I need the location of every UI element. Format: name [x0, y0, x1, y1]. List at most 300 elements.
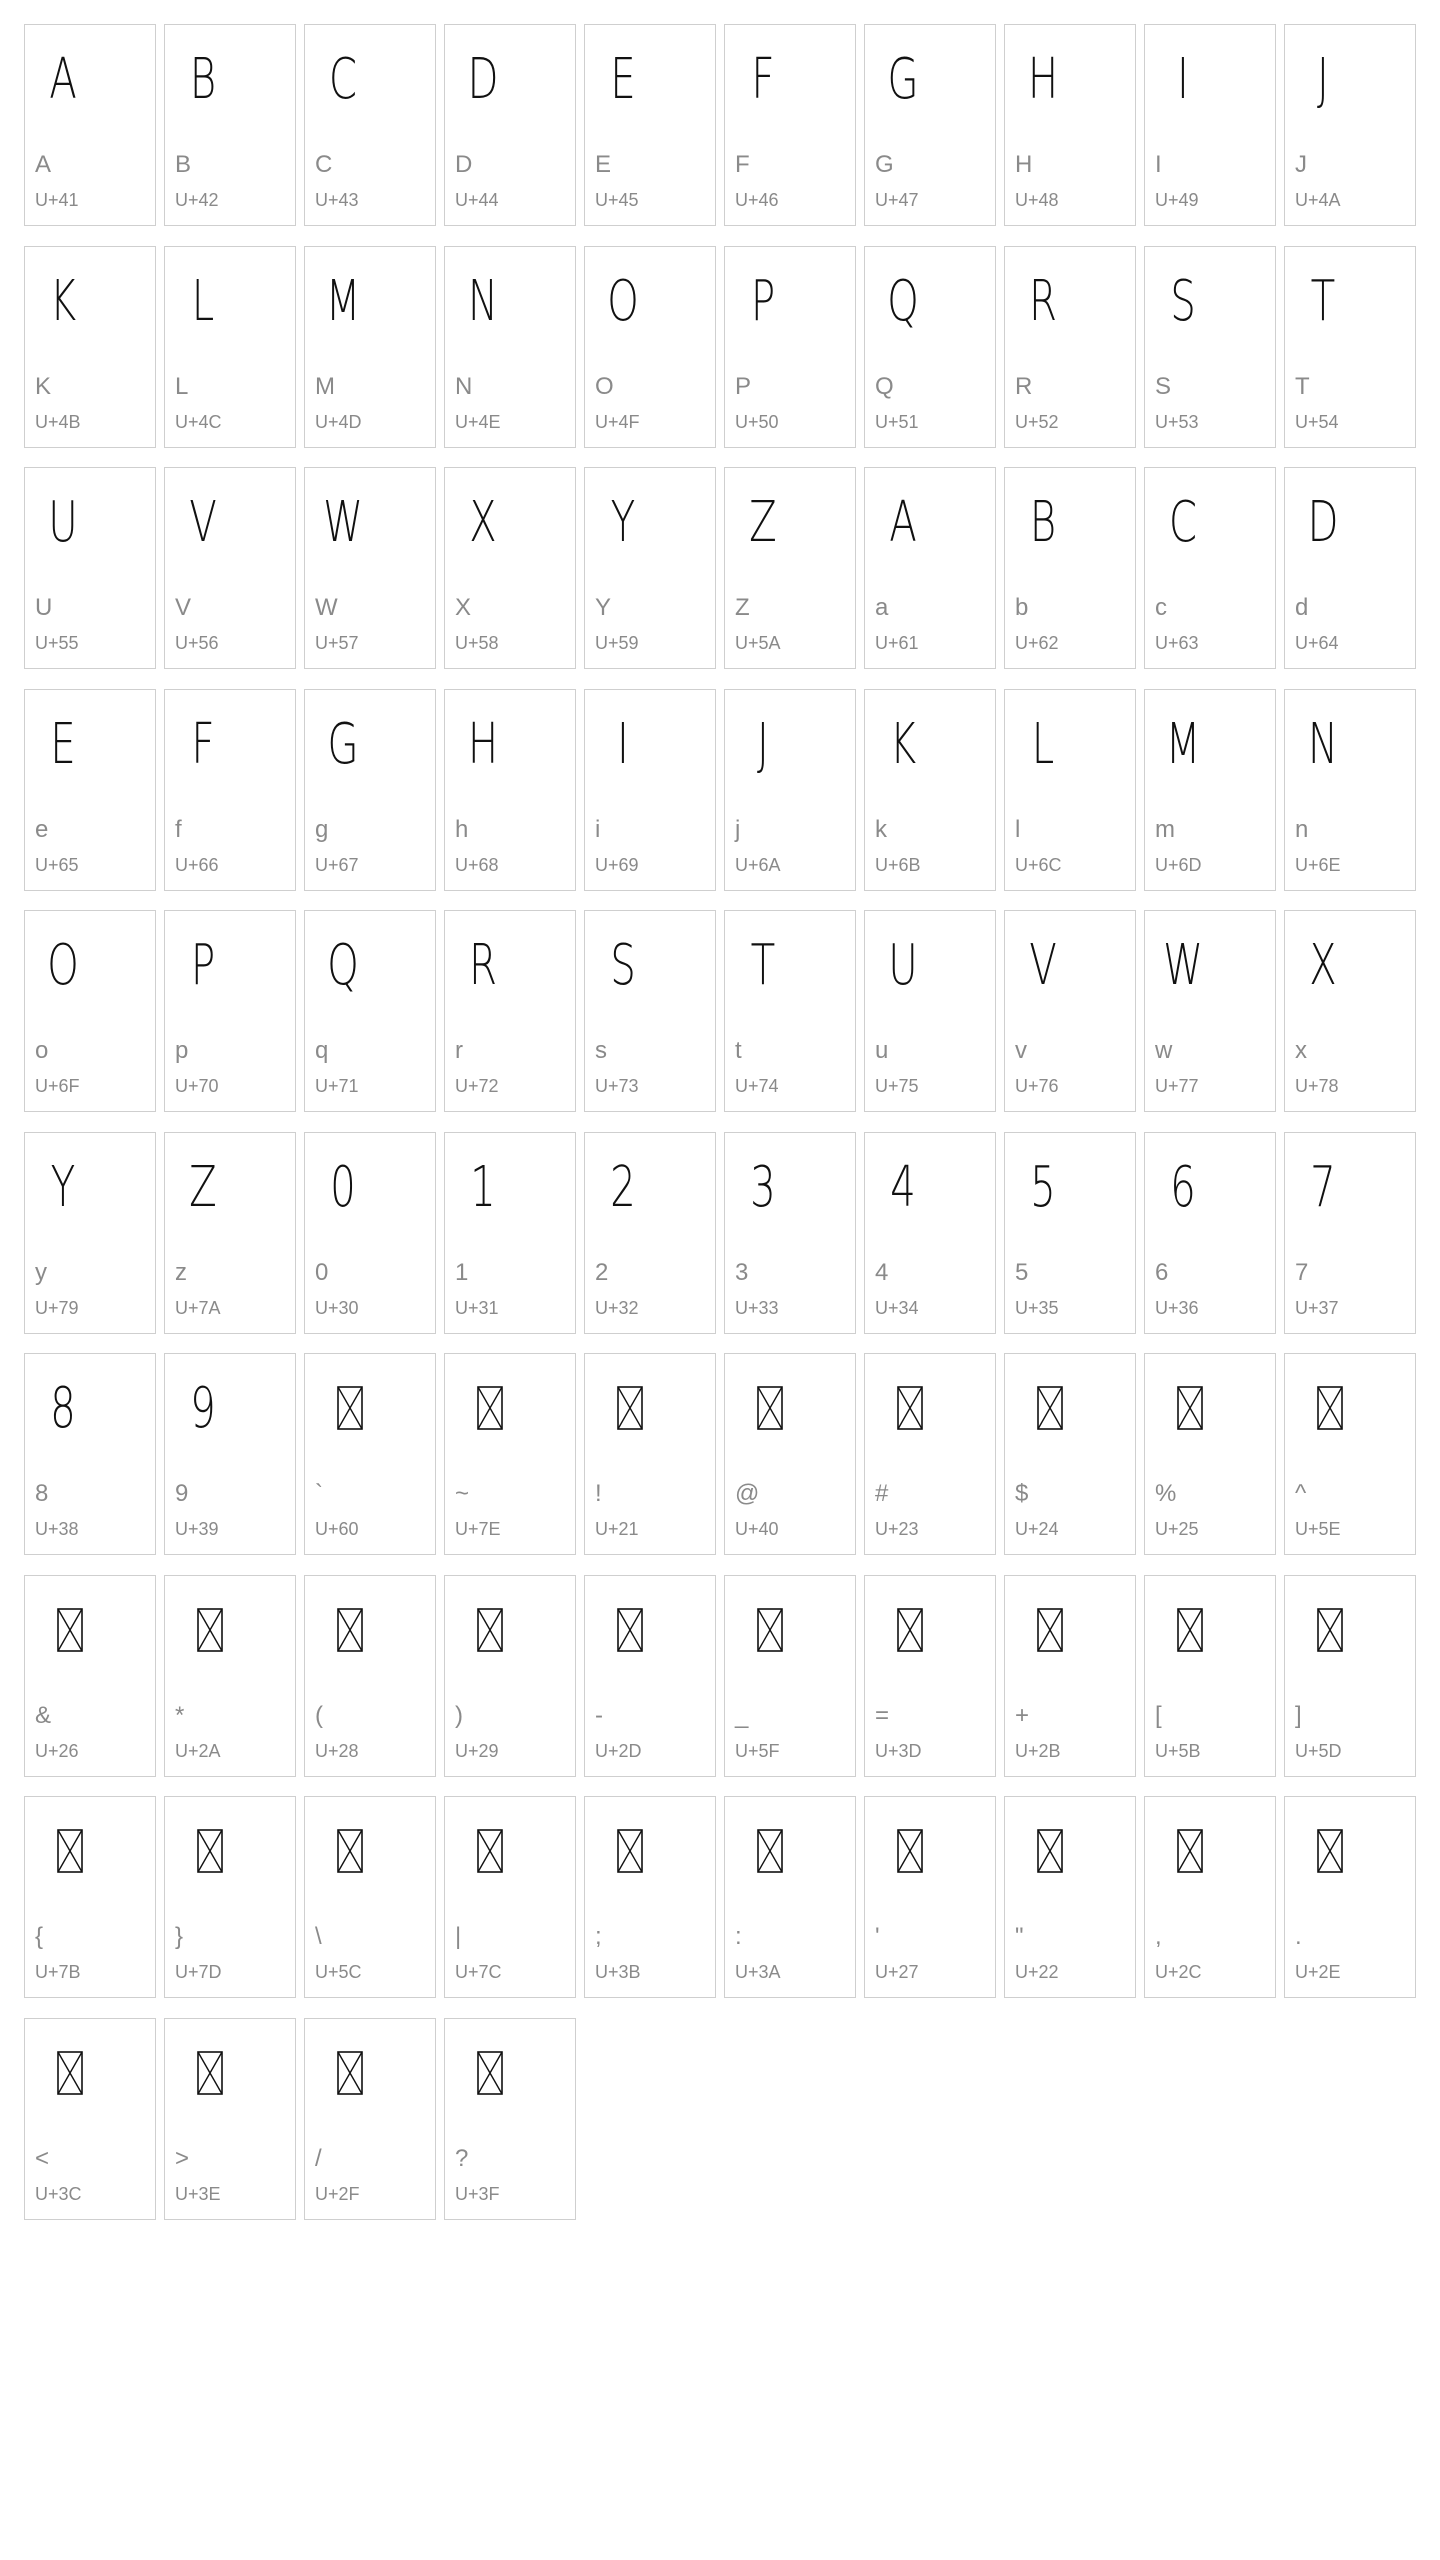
glyph-cell: [584, 1353, 716, 1555]
character-label: z: [175, 1258, 187, 1286]
glyph-preview: 5: [1030, 1154, 1056, 1220]
glyph-preview: T: [1310, 268, 1336, 334]
codepoint-label: U+2E: [1295, 1962, 1341, 1982]
glyph-preview: B: [1029, 490, 1057, 555]
missing-glyph-icon: [897, 1608, 923, 1652]
codepoint-label: U+44: [455, 190, 499, 210]
character-label: ,: [1155, 1923, 1162, 1950]
character-label: V: [175, 594, 192, 621]
glyph-cell: [584, 1132, 716, 1334]
glyph-cell: [444, 1353, 576, 1555]
codepoint-label: U+43: [315, 190, 359, 210]
character-label: I: [1155, 151, 1162, 178]
codepoint-label: U+61: [875, 633, 919, 653]
codepoint-label: U+2D: [595, 1740, 642, 1761]
codepoint-label: U+21: [595, 1519, 639, 1539]
glyph-cell: [1284, 1353, 1416, 1555]
missing-glyph-icon: [57, 1829, 83, 1873]
glyph-cell: [864, 1575, 996, 1777]
codepoint-label: U+39: [175, 1519, 219, 1539]
character-label: E: [595, 151, 612, 178]
codepoint-label: U+51: [875, 411, 919, 432]
character-label: W: [315, 594, 338, 621]
glyph-preview: O: [47, 933, 79, 998]
missing-glyph-icon: [897, 1386, 923, 1430]
codepoint-label: U+4D: [315, 411, 362, 432]
glyph-cell: [724, 910, 856, 1112]
missing-glyph-icon: [757, 1386, 783, 1430]
character-label: p: [175, 1037, 189, 1064]
character-label: O: [595, 372, 614, 400]
codepoint-label: U+23: [875, 1519, 919, 1539]
character-label: r: [455, 1037, 463, 1064]
character-label: %: [1155, 1480, 1177, 1507]
character-label: v: [1015, 1037, 1027, 1064]
glyph-preview: M: [325, 268, 361, 334]
glyph-cell: [304, 689, 436, 891]
glyph-preview: G: [327, 711, 359, 777]
glyph-preview: 4: [890, 1154, 916, 1220]
character-label: f: [175, 815, 182, 843]
character-label: ^: [1295, 1480, 1307, 1507]
codepoint-label: U+52: [1015, 411, 1059, 432]
character-label: {: [35, 1923, 44, 1950]
character-label: h: [455, 815, 469, 843]
character-label: u: [875, 1037, 889, 1064]
glyph-cell: [444, 2018, 576, 2220]
glyph-preview: 8: [50, 1376, 76, 1441]
glyph-cell: [1144, 246, 1276, 448]
missing-glyph-icon: [477, 1608, 503, 1652]
character-label: 4: [875, 1258, 889, 1286]
missing-glyph-icon: [1177, 1829, 1203, 1873]
glyph-preview: U: [48, 490, 78, 555]
character-label: i: [595, 815, 601, 843]
character-label: q: [315, 1037, 329, 1064]
glyph-preview: 6: [1170, 1154, 1196, 1220]
character-label: D: [455, 151, 473, 178]
glyph-preview: N: [467, 268, 499, 334]
glyph-cell: [304, 910, 436, 1112]
codepoint-label: U+3D: [875, 1740, 922, 1761]
glyph-cell: [304, 1353, 436, 1555]
glyph-preview: Z: [749, 490, 777, 555]
glyph-preview: D: [1307, 490, 1339, 555]
character-label: [: [1155, 1701, 1162, 1729]
glyph-cell: [24, 1353, 156, 1555]
glyph-cell: [1004, 1132, 1136, 1334]
missing-glyph-icon: [1037, 1608, 1063, 1652]
missing-glyph-icon: [337, 1386, 363, 1430]
codepoint-label: U+29: [455, 1740, 499, 1761]
glyph-cell: [584, 689, 716, 891]
glyph-preview: Y: [610, 490, 636, 555]
character-label: X: [455, 594, 472, 621]
character-label: A: [35, 151, 52, 178]
character-label: <: [35, 2144, 50, 2172]
codepoint-label: U+33: [735, 1297, 779, 1318]
character-label: -: [595, 1701, 603, 1729]
missing-glyph-icon: [1037, 1386, 1063, 1430]
character-label: T: [1295, 372, 1310, 400]
character-label: H: [1015, 151, 1033, 178]
character-label: +: [1015, 1701, 1030, 1729]
glyph-preview: B: [189, 47, 217, 112]
glyph-cell: [1144, 689, 1276, 891]
character-label: 6: [1155, 1258, 1169, 1286]
glyph-cell: [304, 246, 436, 448]
codepoint-label: U+55: [35, 633, 79, 653]
glyph-cell: [164, 2018, 296, 2220]
codepoint-label: U+3A: [735, 1962, 781, 1982]
codepoint-label: U+6E: [1295, 854, 1341, 875]
character-label: ": [1015, 1923, 1024, 1950]
glyph-preview: E: [50, 711, 76, 777]
character-label: 5: [1015, 1258, 1029, 1286]
codepoint-label: U+6D: [1155, 854, 1202, 875]
glyph-cell: [1004, 467, 1136, 669]
glyph-cell: [864, 689, 996, 891]
codepoint-label: U+62: [1015, 633, 1059, 653]
codepoint-label: U+2C: [1155, 1962, 1202, 1982]
character-label: :: [735, 1923, 742, 1950]
glyph-preview: Y: [50, 1154, 76, 1220]
glyph-preview: Z: [189, 1154, 217, 1220]
character-label: $: [1015, 1480, 1029, 1507]
codepoint-label: U+32: [595, 1297, 639, 1318]
missing-glyph-icon: [57, 1608, 83, 1652]
glyph-cell: [1004, 689, 1136, 891]
character-label: !: [595, 1480, 602, 1507]
glyph-preview: G: [887, 47, 919, 112]
glyph-preview: U: [888, 933, 918, 998]
glyph-cell: [164, 1132, 296, 1334]
glyph-preview: F: [751, 47, 775, 112]
codepoint-label: U+28: [315, 1740, 359, 1761]
character-label: n: [1295, 815, 1309, 843]
glyph-cell: [24, 689, 156, 891]
glyph-cell: [304, 1796, 436, 1998]
codepoint-label: U+77: [1155, 1076, 1199, 1096]
codepoint-label: U+3E: [175, 2183, 221, 2204]
glyph-cell: [724, 1132, 856, 1334]
glyph-cell: [584, 246, 716, 448]
missing-glyph-icon: [617, 1829, 643, 1873]
glyph-cell: [864, 1353, 996, 1555]
codepoint-label: U+6C: [1015, 854, 1062, 875]
missing-glyph-icon: [1317, 1608, 1343, 1652]
codepoint-label: U+75: [875, 1076, 919, 1096]
glyph-cell: [584, 910, 716, 1112]
glyph-preview: C: [328, 47, 358, 112]
glyph-preview: M: [1165, 711, 1201, 777]
codepoint-label: U+26: [35, 1740, 79, 1761]
glyph-preview: H: [1027, 47, 1059, 112]
glyph-cell: [304, 467, 436, 669]
glyph-cell: [1144, 910, 1276, 1112]
glyph-cell: [304, 2018, 436, 2220]
codepoint-label: U+37: [1295, 1297, 1339, 1318]
glyph-preview: 1: [470, 1154, 496, 1220]
character-label: `: [315, 1480, 323, 1507]
glyph-cell: [864, 1796, 996, 1998]
character-label: e: [35, 815, 49, 843]
character-label: &: [35, 1701, 52, 1729]
codepoint-label: U+7C: [455, 1962, 502, 1982]
character-label: =: [875, 1701, 890, 1729]
glyph-cell: [864, 24, 996, 226]
codepoint-label: U+59: [595, 633, 639, 653]
glyph-cell: [724, 467, 856, 669]
codepoint-label: U+5F: [735, 1740, 780, 1761]
codepoint-label: U+7A: [175, 1297, 221, 1318]
codepoint-label: U+73: [595, 1076, 639, 1096]
codepoint-label: U+2A: [175, 1740, 221, 1761]
character-label: t: [735, 1037, 742, 1064]
codepoint-label: U+30: [315, 1297, 359, 1318]
glyph-preview: S: [610, 933, 636, 998]
glyph-cell: [724, 689, 856, 891]
codepoint-label: U+2F: [315, 2183, 360, 2204]
glyph-cell: [444, 689, 576, 891]
codepoint-label: U+78: [1295, 1076, 1339, 1096]
character-label: 3: [735, 1258, 749, 1286]
missing-glyph-icon: [57, 2051, 83, 2095]
glyph-cell: [584, 24, 716, 226]
character-label: ': [875, 1923, 880, 1950]
missing-glyph-icon: [757, 1608, 783, 1652]
glyph-preview: D: [467, 47, 499, 112]
glyph-cell: [444, 1796, 576, 1998]
glyph-preview: X: [469, 490, 497, 555]
missing-glyph-icon: [337, 2051, 363, 2095]
codepoint-label: U+63: [1155, 633, 1199, 653]
character-label: \: [315, 1923, 322, 1950]
codepoint-label: U+68: [455, 854, 499, 875]
glyph-cell: [1144, 1575, 1276, 1777]
codepoint-label: U+31: [455, 1297, 499, 1318]
glyph-cell: [1284, 1132, 1416, 1334]
codepoint-label: U+5D: [1295, 1740, 1342, 1761]
codepoint-label: U+57: [315, 633, 359, 653]
character-label: *: [175, 1701, 185, 1729]
glyph-preview: P: [190, 933, 216, 998]
codepoint-label: U+69: [595, 854, 639, 875]
codepoint-label: U+67: [315, 854, 359, 875]
glyph-cell: [444, 24, 576, 226]
glyph-cell: [444, 467, 576, 669]
character-label: m: [1155, 815, 1175, 843]
character-label: Q: [875, 372, 894, 400]
glyph-preview: R: [468, 933, 498, 998]
glyph-cell: [164, 467, 296, 669]
character-label: @: [735, 1480, 760, 1507]
glyph-cell: [1004, 910, 1136, 1112]
glyph-cell: [1284, 910, 1416, 1112]
glyph-cell: [724, 1796, 856, 1998]
glyph-cell: [444, 246, 576, 448]
character-label: G: [875, 151, 894, 178]
glyph-cell: [724, 1575, 856, 1777]
glyph-cell: [24, 1132, 156, 1334]
glyph-cell: [164, 910, 296, 1112]
glyph-preview: V: [1029, 933, 1057, 998]
codepoint-label: U+42: [175, 190, 219, 210]
character-label: S: [1155, 372, 1172, 400]
glyph-preview: K: [889, 711, 917, 777]
codepoint-label: U+45: [595, 190, 639, 210]
character-label: d: [1295, 594, 1309, 621]
character-label: U: [35, 594, 53, 621]
glyph-cell: [164, 246, 296, 448]
glyph-preview: Q: [327, 933, 359, 998]
character-label: y: [35, 1258, 47, 1286]
missing-glyph-icon: [1317, 1829, 1343, 1873]
codepoint-label: U+3B: [595, 1962, 641, 1982]
glyph-preview: V: [189, 490, 217, 555]
codepoint-label: U+53: [1155, 411, 1199, 432]
missing-glyph-icon: [477, 1386, 503, 1430]
codepoint-label: U+65: [35, 854, 79, 875]
codepoint-label: U+40: [735, 1519, 779, 1539]
glyph-preview: 0: [330, 1154, 356, 1220]
codepoint-label: U+76: [1015, 1076, 1059, 1096]
codepoint-label: U+5E: [1295, 1519, 1341, 1539]
character-label: ]: [1295, 1701, 1302, 1729]
character-label: s: [595, 1037, 607, 1064]
codepoint-label: U+4A: [1295, 190, 1341, 210]
glyph-cell: [1284, 1796, 1416, 1998]
glyph-cell: [24, 246, 156, 448]
character-label: o: [35, 1037, 49, 1064]
character-label: K: [35, 372, 52, 400]
missing-glyph-icon: [757, 1829, 783, 1873]
character-label: C: [315, 151, 333, 178]
glyph-cell: [24, 910, 156, 1112]
codepoint-label: U+56: [175, 633, 219, 653]
glyph-preview: T: [750, 933, 776, 998]
glyph-cell: [724, 1353, 856, 1555]
codepoint-label: U+6F: [35, 1076, 80, 1096]
codepoint-label: U+7D: [175, 1962, 222, 1982]
glyph-preview: O: [607, 268, 639, 334]
codepoint-label: U+4B: [35, 411, 81, 432]
glyph-preview: 9: [190, 1376, 216, 1441]
character-label: 0: [315, 1258, 329, 1286]
codepoint-label: U+4F: [595, 411, 640, 432]
glyph-cell: [164, 1796, 296, 1998]
glyph-preview: J: [1317, 47, 1329, 112]
glyph-cell: [864, 246, 996, 448]
glyph-cell: [1004, 1796, 1136, 1998]
missing-glyph-icon: [197, 1608, 223, 1652]
character-label: (: [315, 1701, 323, 1729]
character-label: ;: [595, 1923, 602, 1950]
codepoint-label: U+49: [1155, 190, 1199, 210]
missing-glyph-icon: [1177, 1386, 1203, 1430]
glyph-cell: [1144, 1132, 1276, 1334]
missing-glyph-icon: [1037, 1829, 1063, 1873]
glyph-cell: [444, 1132, 576, 1334]
glyph-preview: A: [889, 490, 917, 555]
codepoint-label: U+54: [1295, 411, 1339, 432]
missing-glyph-icon: [897, 1829, 923, 1873]
codepoint-label: U+47: [875, 190, 919, 210]
character-label: 2: [595, 1258, 609, 1286]
codepoint-label: U+4C: [175, 411, 222, 432]
character-label: c: [1155, 594, 1167, 621]
codepoint-label: U+60: [315, 1519, 359, 1539]
character-label: M: [315, 372, 335, 400]
glyph-cell: [1004, 246, 1136, 448]
glyph-preview: L: [191, 268, 215, 334]
glyph-cell: [304, 1575, 436, 1777]
glyph-preview: Q: [887, 268, 919, 334]
glyph-preview: C: [1168, 490, 1198, 555]
glyph-cell: [444, 1575, 576, 1777]
character-label: #: [875, 1480, 889, 1507]
glyph-cell: [164, 24, 296, 226]
character-label: 9: [175, 1480, 189, 1507]
glyph-preview: R: [1028, 268, 1058, 334]
character-label: ?: [455, 2144, 469, 2172]
missing-glyph-icon: [1177, 1608, 1203, 1652]
missing-glyph-icon: [1317, 1386, 1343, 1430]
glyph-cell: [304, 1132, 436, 1334]
glyph-cell: [1284, 246, 1416, 448]
character-label: }: [175, 1923, 184, 1950]
glyph-grid: [24, 24, 1416, 2220]
glyph-preview: W: [1163, 933, 1203, 998]
glyph-cell: [1144, 1353, 1276, 1555]
codepoint-label: U+74: [735, 1076, 779, 1096]
glyph-preview: L: [1031, 711, 1055, 777]
glyph-preview: A: [49, 47, 77, 112]
character-label: k: [875, 815, 887, 843]
glyph-preview: I: [617, 711, 629, 777]
character-label: B: [175, 151, 192, 178]
character-label: J: [1295, 151, 1307, 178]
glyph-cell: [1284, 467, 1416, 669]
codepoint-label: U+35: [1015, 1297, 1059, 1318]
codepoint-label: U+58: [455, 633, 499, 653]
codepoint-label: U+7E: [455, 1519, 501, 1539]
glyph-cell: [1144, 24, 1276, 226]
glyph-cell: [164, 1575, 296, 1777]
glyph-cell: [1144, 467, 1276, 669]
character-label: L: [175, 372, 189, 400]
glyph-preview: E: [610, 47, 636, 112]
character-label: x: [1295, 1037, 1307, 1064]
glyph-cell: [304, 24, 436, 226]
glyph-preview: N: [1307, 711, 1339, 777]
glyph-preview: 2: [610, 1154, 636, 1220]
codepoint-label: U+71: [315, 1076, 359, 1096]
codepoint-label: U+36: [1155, 1297, 1199, 1318]
glyph-cell: [1284, 689, 1416, 891]
missing-glyph-icon: [197, 1829, 223, 1873]
glyph-preview: 7: [1310, 1154, 1336, 1220]
character-label: Z: [735, 594, 750, 621]
missing-glyph-icon: [337, 1608, 363, 1652]
glyph-preview: K: [49, 268, 77, 334]
glyph-preview: J: [757, 711, 769, 777]
codepoint-label: U+50: [735, 411, 779, 432]
codepoint-label: U+5A: [735, 633, 781, 653]
glyph-preview: H: [467, 711, 499, 777]
glyph-cell: [1004, 1575, 1136, 1777]
codepoint-label: U+70: [175, 1076, 219, 1096]
